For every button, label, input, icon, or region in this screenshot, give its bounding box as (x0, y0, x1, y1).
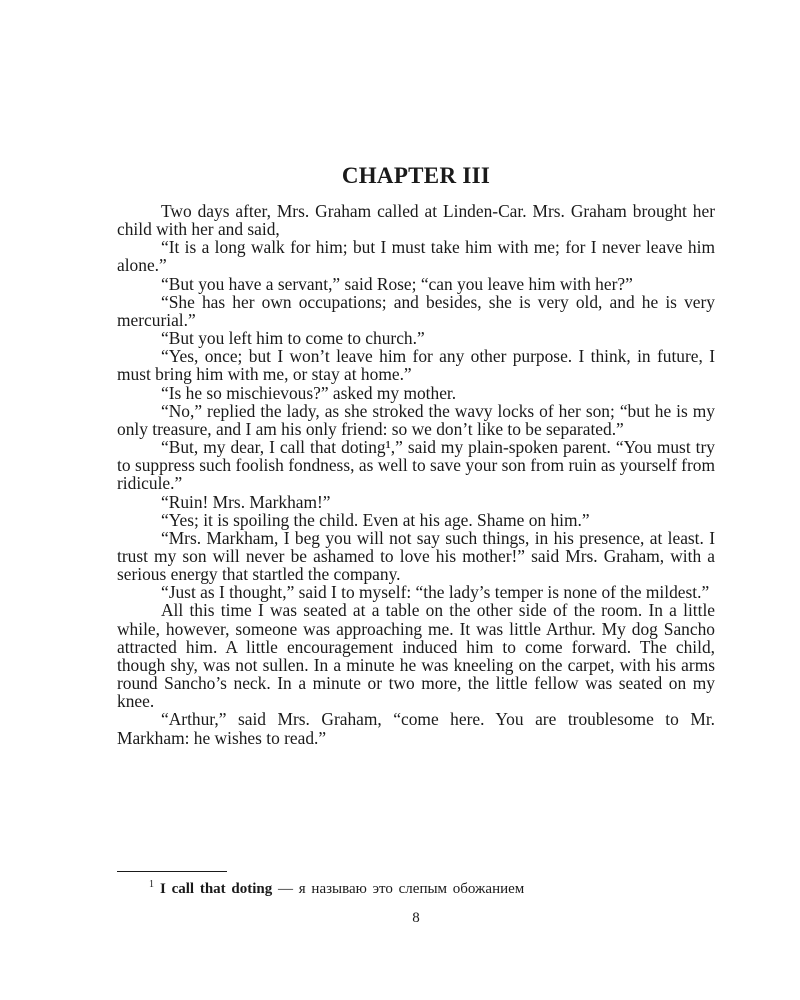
paragraph: “Yes, once; but I won’t leave him for any other purpose. I think, in future, I must bring him with me, or stay at home.” (117, 346, 715, 385)
paragraph: “Just as I thought,” said I to myself: “the lady’s temper is none of the mildest.” (161, 582, 710, 603)
paragraph: “Mrs. Markham, I beg you will not say such things, in his presence, at least. I trust my son will never be ashamed to love his mother!” said Mrs. Graham, with a serious energy that startled the company. (117, 527, 715, 585)
paragraph: “Arthur,” said Mrs. Graham, “come here. You are troublesome to Mr. Markham: he wishes to read.” (117, 709, 715, 748)
paragraph: All this time I was seated at a table on the other side of the room. In a little while, however, someone was approaching me. It was little Arthur. My dog Sancho attracted him. A little encouragement induced him to come forward. The child, though shy, was not sullen. In a minute he was kneeling on the carpet, with his arms round Sancho’s neck. In a minute or two more, the little fellow was seated on my knee. (117, 600, 715, 712)
footnote-divider (117, 871, 227, 872)
paragraph: “But, my dear, I call that doting¹,” said my plain-spoken parent. “You must try to suppress such foolish fondness, as well to save your son from ruin as yourself from ridicule.” (117, 437, 715, 494)
paragraph: “No,” replied the lady, as she stroked the wavy locks of her son; “but he is my only treasure, and I am his only friend: so we don’t like to be separated.” (117, 400, 715, 439)
paragraph: “It is a long walk for him; but I must take him with me; for I never leave him alone.” (117, 237, 715, 276)
paragraph: “But you left him to come to church.” (161, 328, 425, 349)
footnote (117, 876, 715, 898)
footnote-translation: — я называю это слепым обожанием (278, 881, 525, 897)
chapter-title: CHAPTER III (341, 163, 491, 188)
paragraph: “Is he so mischievous?” asked my mother. (161, 382, 457, 403)
footnote-term: I call that doting (160, 881, 273, 897)
paragraph: “Yes; it is spoiling the child. Even at his age. Shame on him.” (161, 509, 590, 530)
footnote-mark: 1 (149, 879, 154, 890)
page-number: 8 (412, 910, 420, 926)
paragraph: “Ruin! Mrs. Markham!” (161, 491, 331, 512)
paragraph: “She has her own occupations; and besides, she is very old, and he is very mercurial.” (117, 291, 715, 330)
chapter-body (117, 202, 715, 747)
paragraph: “But you have a servant,” said Rose; “can you leave him with her?” (161, 273, 633, 294)
book-page (117, 0, 715, 1000)
paragraph: Two days after, Mrs. Graham called at Linden-Car. Mrs. Graham brought her child with her and said, (117, 201, 715, 240)
